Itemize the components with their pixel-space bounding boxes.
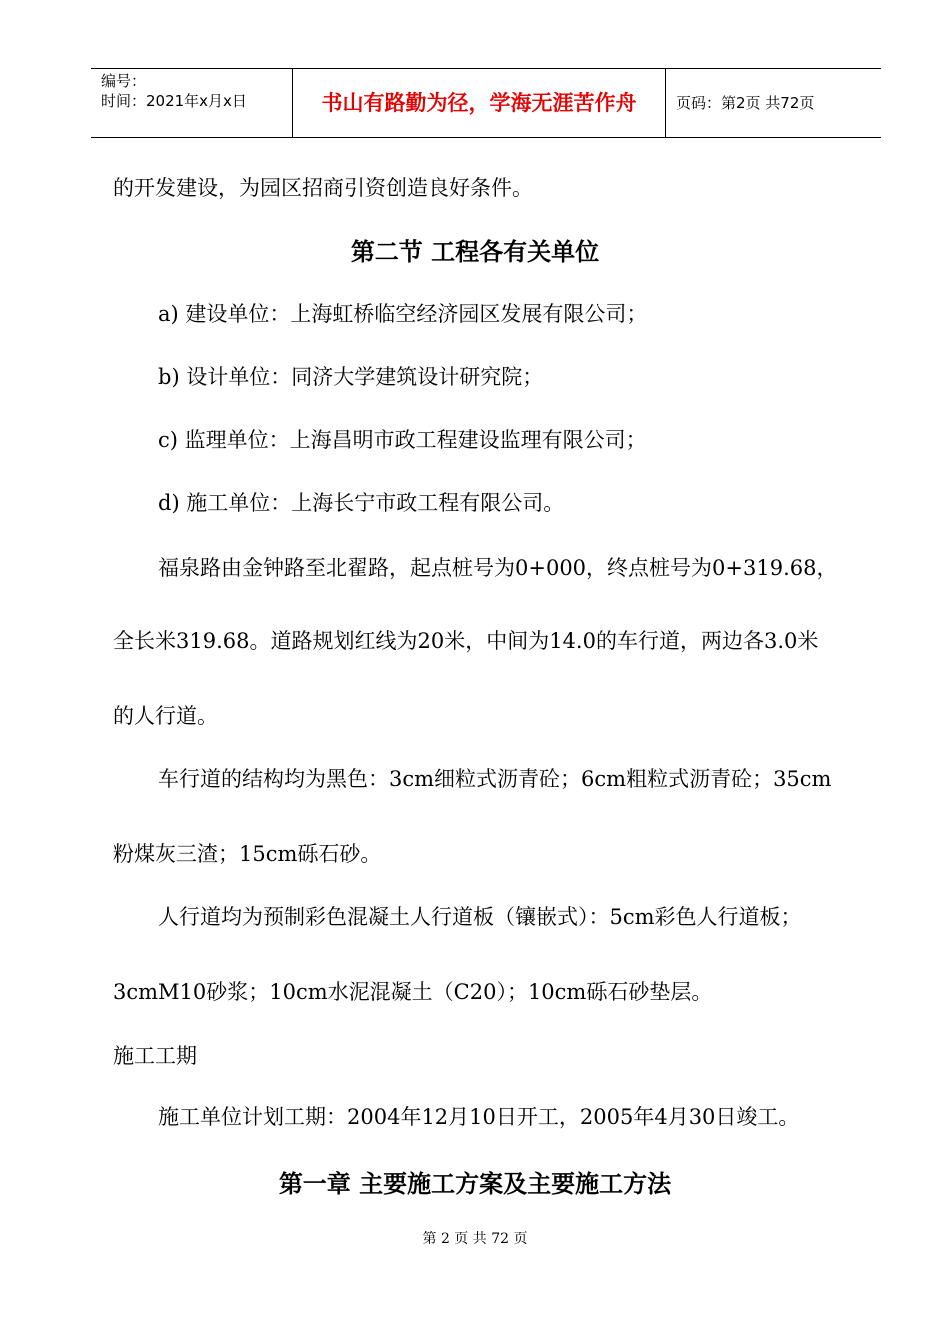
page-header (91, 68, 881, 138)
paragraph-line: 福泉路由金钟路至北翟路，起点桩号为0+000，终点桩号为0+319.68， (158, 556, 838, 580)
paragraph-line: 车行道的结构均为黑色：3cm细粒式沥青砼；6cm粗粒式沥青砼；35cm (158, 767, 832, 791)
header-page-info: 页码：第2页 共72页 (676, 94, 815, 112)
unit-item-a: a) 建设单位：上海虹桥临空经济园区发展有限公司； (158, 302, 648, 326)
header-motto: 书山有路勤为径，学海无涯苦作舟 (293, 69, 666, 137)
paragraph-line: 粉煤灰三渣；15cm砾石砂。 (113, 842, 382, 866)
time-label: 时间：2021年x月x日 (101, 92, 247, 110)
paragraph-line: 的开发建设，为园区招商引资创造良好条件。 (113, 176, 533, 200)
unit-item-c: c) 监理单位：上海昌明市政工程建设监理有限公司； (158, 428, 647, 452)
header-meta (91, 69, 293, 137)
unit-item-d: d) 施工单位：上海长宁市政工程有限公司。 (158, 491, 565, 515)
unit-item-b: b) 设计单位：同济大学建筑设计研究院； (158, 365, 544, 389)
paragraph-line: 的人行道。 (113, 704, 218, 728)
code-label: 编号： (101, 72, 147, 90)
paragraph-line: 3cmM10砂浆；10cm水泥混凝土（C20）；10cm砾石砂垫层。 (113, 980, 713, 1004)
paragraph-line: 人行道均为预制彩色混凝土人行道板（镶嵌式）：5cm彩色人行道板； (158, 905, 802, 929)
page-footer: 第 2 页 共 72 页 (422, 1231, 528, 1247)
schedule-text: 施工单位计划工期：2004年12月10日开工，2005年4月30日竣工。 (158, 1105, 800, 1129)
chapter-title: 第一章 主要施工方案及主要施工方法 (278, 1169, 672, 1198)
schedule-heading: 施工工期 (113, 1044, 197, 1068)
section-title: 第二节 工程各有关单位 (350, 237, 600, 266)
paragraph-line: 全长米319.68。道路规划红线为20米，中间为14.0的车行道，两边各3.0米 (113, 629, 819, 653)
